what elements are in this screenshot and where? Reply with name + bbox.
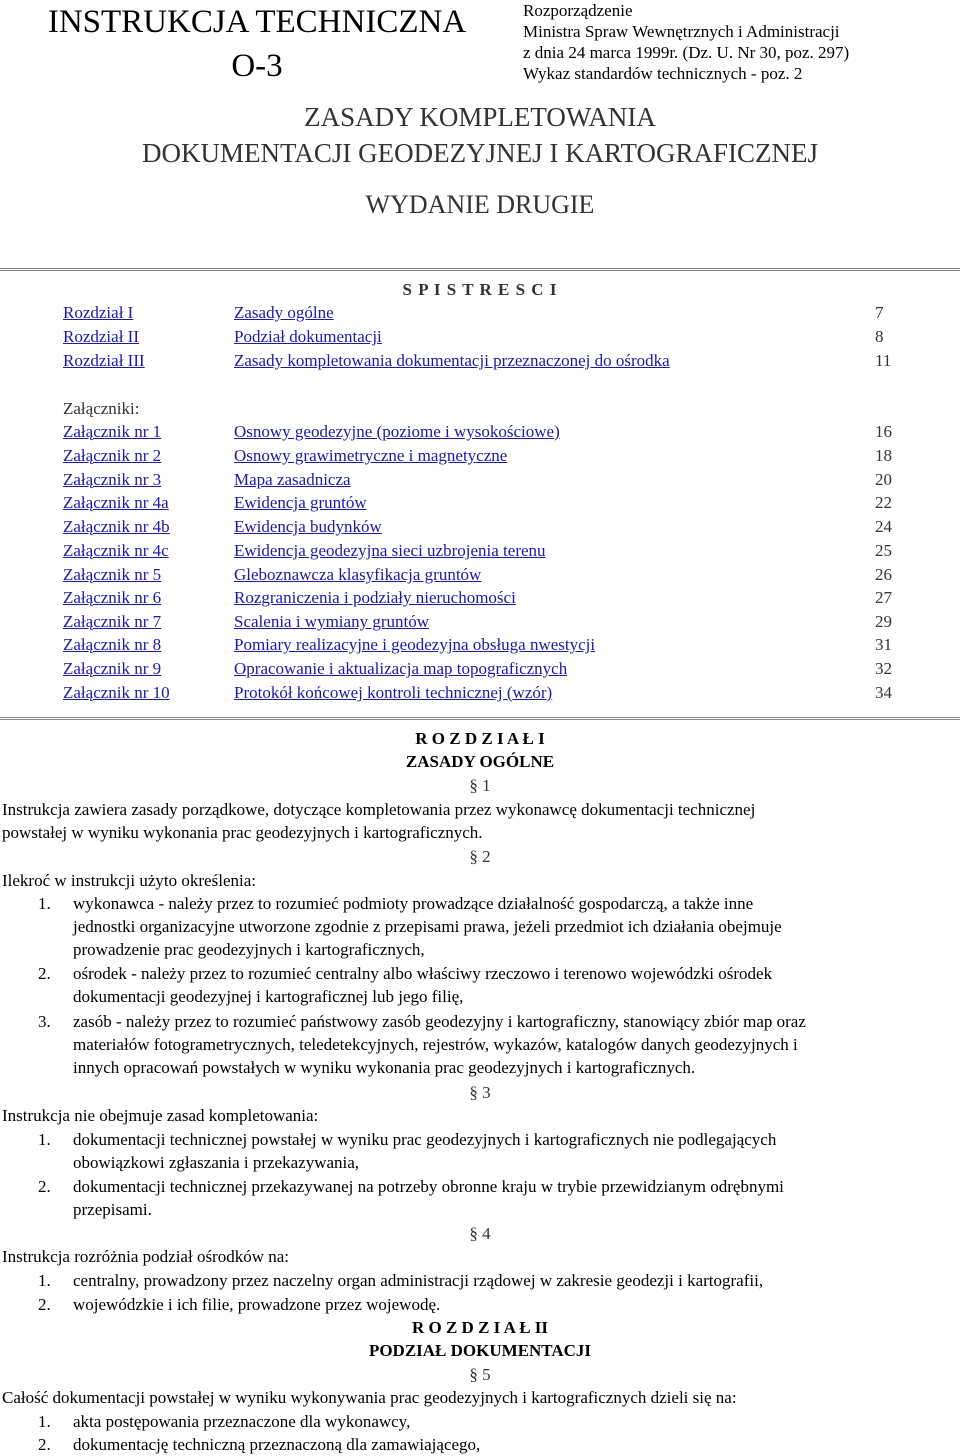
list-item bbox=[38, 1433, 958, 1456]
toc-row-annex[interactable] bbox=[63, 633, 903, 657]
regulation-line: Rozporządzenie bbox=[523, 1, 633, 20]
section-number: 2 bbox=[482, 847, 491, 866]
toc-annex-title[interactable]: Osnowy geodezyjne (poziome i wysokościowe) bbox=[234, 422, 560, 441]
toc-page-number: 16 bbox=[875, 422, 892, 441]
toc-page-number: 20 bbox=[875, 470, 892, 489]
toc-page-number: 18 bbox=[875, 446, 892, 465]
toc-annex-title[interactable]: Scalenia i wymiany gruntów bbox=[234, 612, 429, 631]
section-number: 1 bbox=[482, 776, 491, 795]
chapter-heading: R O Z D Z I A Ł II bbox=[411, 1318, 549, 1337]
toc-annex-title[interactable]: Gleboznawcza klasyfikacja gruntów bbox=[234, 565, 482, 584]
list-line: przepisami. bbox=[73, 1200, 152, 1219]
section-mark: § 5 bbox=[469, 1365, 491, 1384]
paragraph: Całość dokumentacji powstałej w wyniku wykonywania prac geodezyjnych i kartograficznych dzieli się na: bbox=[2, 1388, 737, 1407]
list-line: jednostki organizacyjne utworzone zgodnie z przepisami prawa, jeżeli przedmiot ich działania obejmuje bbox=[73, 917, 782, 936]
toc-annex-label[interactable]: Załącznik nr 8 bbox=[63, 635, 162, 654]
toc-annex-label[interactable]: Załącznik nr 6 bbox=[63, 588, 162, 607]
regulation-line: Wykaz standardów technicznych - poz. 2 bbox=[523, 64, 803, 83]
list-item bbox=[38, 1410, 958, 1433]
list-number: 1. bbox=[38, 1130, 51, 1149]
document-title-line1: INSTRUKCJA TECHNICZNA bbox=[47, 4, 467, 40]
toc-row-annex[interactable] bbox=[63, 681, 903, 705]
list-line: wykonawca - należy przez to rozumieć podmioty prowadzące działalność gospodarczą, a także inne bbox=[73, 894, 754, 913]
list-line: prowadzenie prac geodezyjnych i kartograficznych, bbox=[73, 940, 425, 959]
chapter-subheading: PODZIAŁ DOKUMENTACJI bbox=[368, 1341, 592, 1360]
list-line: zasób - należy przez to rozumieć państwowy zasób geodezyjny i kartograficzny, stanowiący zbiór map oraz bbox=[73, 1012, 806, 1031]
list-item bbox=[38, 892, 958, 961]
toc-row-annex[interactable] bbox=[63, 491, 903, 515]
list-number: 1. bbox=[38, 894, 51, 913]
list-line: ośrodek - należy przez to rozumieć centralny albo właściwy rzeczowo i terenowo wojewódzki ośrodek bbox=[73, 964, 773, 983]
chapter-heading: R O Z D Z I A Ł I bbox=[415, 729, 545, 748]
list-line: dokumentacji technicznej przekazywanej na potrzeby obronne kraju w trybie przewidzianym odrębnymi bbox=[73, 1177, 784, 1196]
list-number: 1. bbox=[38, 1271, 51, 1290]
paragraph: Instrukcja rozróżnia podział ośrodków na: bbox=[2, 1247, 290, 1266]
list-line: dokumentację techniczną przeznaczoną dla zamawiającego, bbox=[73, 1435, 481, 1454]
toc-chapter-title[interactable]: Podział dokumentacji bbox=[234, 327, 382, 346]
toc-row-annex[interactable] bbox=[63, 563, 903, 587]
list-item bbox=[38, 1175, 958, 1221]
toc-annex-title[interactable]: Ewidencja geodezyjna sieci uzbrojenia terenu bbox=[234, 541, 546, 560]
divider bbox=[0, 717, 960, 720]
toc-page-number: 11 bbox=[875, 351, 892, 370]
section-number: 3 bbox=[482, 1083, 491, 1102]
section-number: 4 bbox=[482, 1224, 491, 1243]
edition-label: WYDANIE DRUGIE bbox=[365, 190, 595, 219]
toc-page-number: 25 bbox=[875, 541, 892, 560]
toc-heading: S P I S T R E S C I bbox=[402, 280, 558, 299]
toc-annex-label[interactable]: Załącznik nr 1 bbox=[63, 422, 162, 441]
regulation-line: z dnia 24 marca 1999r. (Dz. U. Nr 30, poz. 297) bbox=[523, 43, 850, 62]
list-number: 3. bbox=[38, 1012, 51, 1031]
toc-page-number: 26 bbox=[875, 565, 892, 584]
toc-row-chapter-3[interactable] bbox=[63, 349, 903, 373]
toc-annex-title[interactable]: Ewidencja gruntów bbox=[234, 493, 367, 512]
paragraph: powstałej w wyniku wykonania prac geodezyjnych i kartograficznych. bbox=[2, 823, 483, 842]
toc-row-annex[interactable] bbox=[63, 515, 903, 539]
list-item bbox=[38, 1010, 960, 1079]
toc-chapter-label[interactable]: Rozdział I bbox=[63, 303, 134, 322]
toc-annex-title[interactable]: Pomiary realizacyjne i geodezyjna obsługa nwestycji bbox=[234, 635, 596, 654]
toc-annex-label[interactable]: Załącznik nr 7 bbox=[63, 612, 162, 631]
section-mark: § 1 bbox=[469, 776, 491, 795]
toc-annex-title[interactable]: Ewidencja budynków bbox=[234, 517, 382, 536]
toc-annex-title[interactable]: Rozgraniczenia i podziały nieruchomości bbox=[234, 588, 516, 607]
toc-chapter-title[interactable]: Zasady kompletowania dokumentacji przeznaczonej do ośrodka bbox=[234, 351, 670, 370]
toc-chapter-label[interactable]: Rozdział III bbox=[63, 351, 145, 370]
list-number: 2. bbox=[38, 1295, 51, 1314]
toc-annex-label[interactable]: Załącznik nr 4b bbox=[63, 517, 170, 536]
toc-row-chapter-2[interactable] bbox=[63, 325, 903, 349]
toc-row-annex[interactable] bbox=[63, 539, 903, 563]
toc-row-annex[interactable] bbox=[63, 586, 903, 610]
toc-page-number: 8 bbox=[875, 327, 884, 346]
paragraph: Instrukcja nie obejmuje zasad kompletowania: bbox=[2, 1106, 319, 1125]
list-line: dokumentacji technicznej powstałej w wyniku prac geodezyjnych i kartograficznych nie podlegających bbox=[73, 1130, 777, 1149]
list-line: akta postępowania przeznaczone dla wykonawcy, bbox=[73, 1412, 411, 1431]
list-number: 2. bbox=[38, 1177, 51, 1196]
toc-row-annex[interactable] bbox=[63, 657, 903, 681]
toc-annex-label[interactable]: Załącznik nr 10 bbox=[63, 683, 170, 702]
list-number: 2. bbox=[38, 964, 51, 983]
toc-page-number: 29 bbox=[875, 612, 892, 631]
toc-annex-title[interactable]: Mapa zasadnicza bbox=[234, 470, 351, 489]
annexes-label: Załączniki: bbox=[63, 399, 140, 418]
toc-page-number: 24 bbox=[875, 517, 892, 536]
paragraph: Instrukcja zawiera zasady porządkowe, dotyczące kompletowania przez wykonawcę dokumentacji technicznej bbox=[2, 800, 756, 819]
list-item bbox=[38, 1128, 958, 1174]
list-item bbox=[38, 1293, 958, 1316]
rule-title-line1: ZASADY KOMPLETOWANIA bbox=[304, 102, 656, 132]
toc-annex-label[interactable]: Załącznik nr 4c bbox=[63, 541, 169, 560]
toc-row-annex[interactable] bbox=[63, 420, 903, 444]
list-item bbox=[38, 962, 958, 1008]
toc-page-number: 32 bbox=[875, 659, 892, 678]
list-item bbox=[38, 1269, 958, 1292]
toc-page-number: 22 bbox=[875, 493, 892, 512]
toc-row-chapter-1[interactable] bbox=[63, 301, 903, 325]
toc-chapter-label[interactable]: Rozdział II bbox=[63, 327, 139, 346]
toc-annex-label[interactable]: Załącznik nr 4a bbox=[63, 493, 169, 512]
section-number: 5 bbox=[482, 1365, 491, 1384]
toc-annex-label[interactable]: Załącznik nr 3 bbox=[63, 470, 162, 489]
toc-row-annex[interactable] bbox=[63, 610, 903, 634]
list-line: wojewódzkie i ich filie, prowadzone przez wojewodę. bbox=[73, 1295, 441, 1314]
toc-page-number: 27 bbox=[875, 588, 892, 607]
toc-annex-label[interactable]: Załącznik nr 9 bbox=[63, 659, 162, 678]
list-number: 2. bbox=[38, 1435, 51, 1454]
list-number: 1. bbox=[38, 1412, 51, 1431]
document-title-line2: O-3 bbox=[231, 48, 283, 84]
section-mark: § 3 bbox=[469, 1083, 491, 1102]
toc-row-annex[interactable] bbox=[63, 444, 903, 468]
paragraph: Ilekroć w instrukcji użyto określenia: bbox=[2, 871, 256, 890]
document-title bbox=[2, 0, 512, 88]
divider bbox=[0, 268, 960, 271]
regulation-reference bbox=[523, 0, 849, 84]
toc-annex-label[interactable]: Załącznik nr 2 bbox=[63, 446, 162, 465]
list-line: materiałów fotogrametrycznych, teledetekcyjnych, rejestrów, wykazów, katalogów danych geodezyjnych i bbox=[73, 1035, 798, 1054]
toc-annex-label[interactable]: Załącznik nr 5 bbox=[63, 565, 162, 584]
chapter-subheading: ZASADY OGÓLNE bbox=[405, 752, 555, 771]
toc-annex-title[interactable]: Opracowanie i aktualizacja map topograficznych bbox=[234, 659, 568, 678]
rule-title-line2: DOKUMENTACJI GEODEZYJNEJ I KARTOGRAFICZNEJ bbox=[142, 138, 818, 168]
toc-chapter-title[interactable]: Zasady ogólne bbox=[234, 303, 334, 322]
toc-page-number: 34 bbox=[875, 683, 892, 702]
toc-annex-title[interactable]: Protokół końcowej kontroli technicznej (wzór) bbox=[234, 683, 553, 702]
toc-row-annex[interactable] bbox=[63, 468, 903, 492]
toc-annex-title[interactable]: Osnowy grawimetryczne i magnetyczne bbox=[234, 446, 508, 465]
list-line: innych opracowań powstałych w wyniku wykonania prac geodezyjnych i kartograficznych. bbox=[73, 1058, 696, 1077]
regulation-line: Ministra Spraw Wewnętrznych i Administracji bbox=[523, 22, 840, 41]
toc-page-number: 7 bbox=[875, 303, 884, 322]
section-mark: § 2 bbox=[469, 847, 491, 866]
list-line: dokumentacji geodezyjnej i kartograficznej lub jego filię, bbox=[73, 987, 464, 1006]
list-line: obowiązkowi zgłaszania i przekazywania, bbox=[73, 1153, 360, 1172]
toc-page-number: 31 bbox=[875, 635, 892, 654]
section-mark: § 4 bbox=[469, 1224, 491, 1243]
list-line: centralny, prowadzony przez naczelny organ administracji rządowej w zakresie geodezji i kartografii, bbox=[73, 1271, 764, 1290]
